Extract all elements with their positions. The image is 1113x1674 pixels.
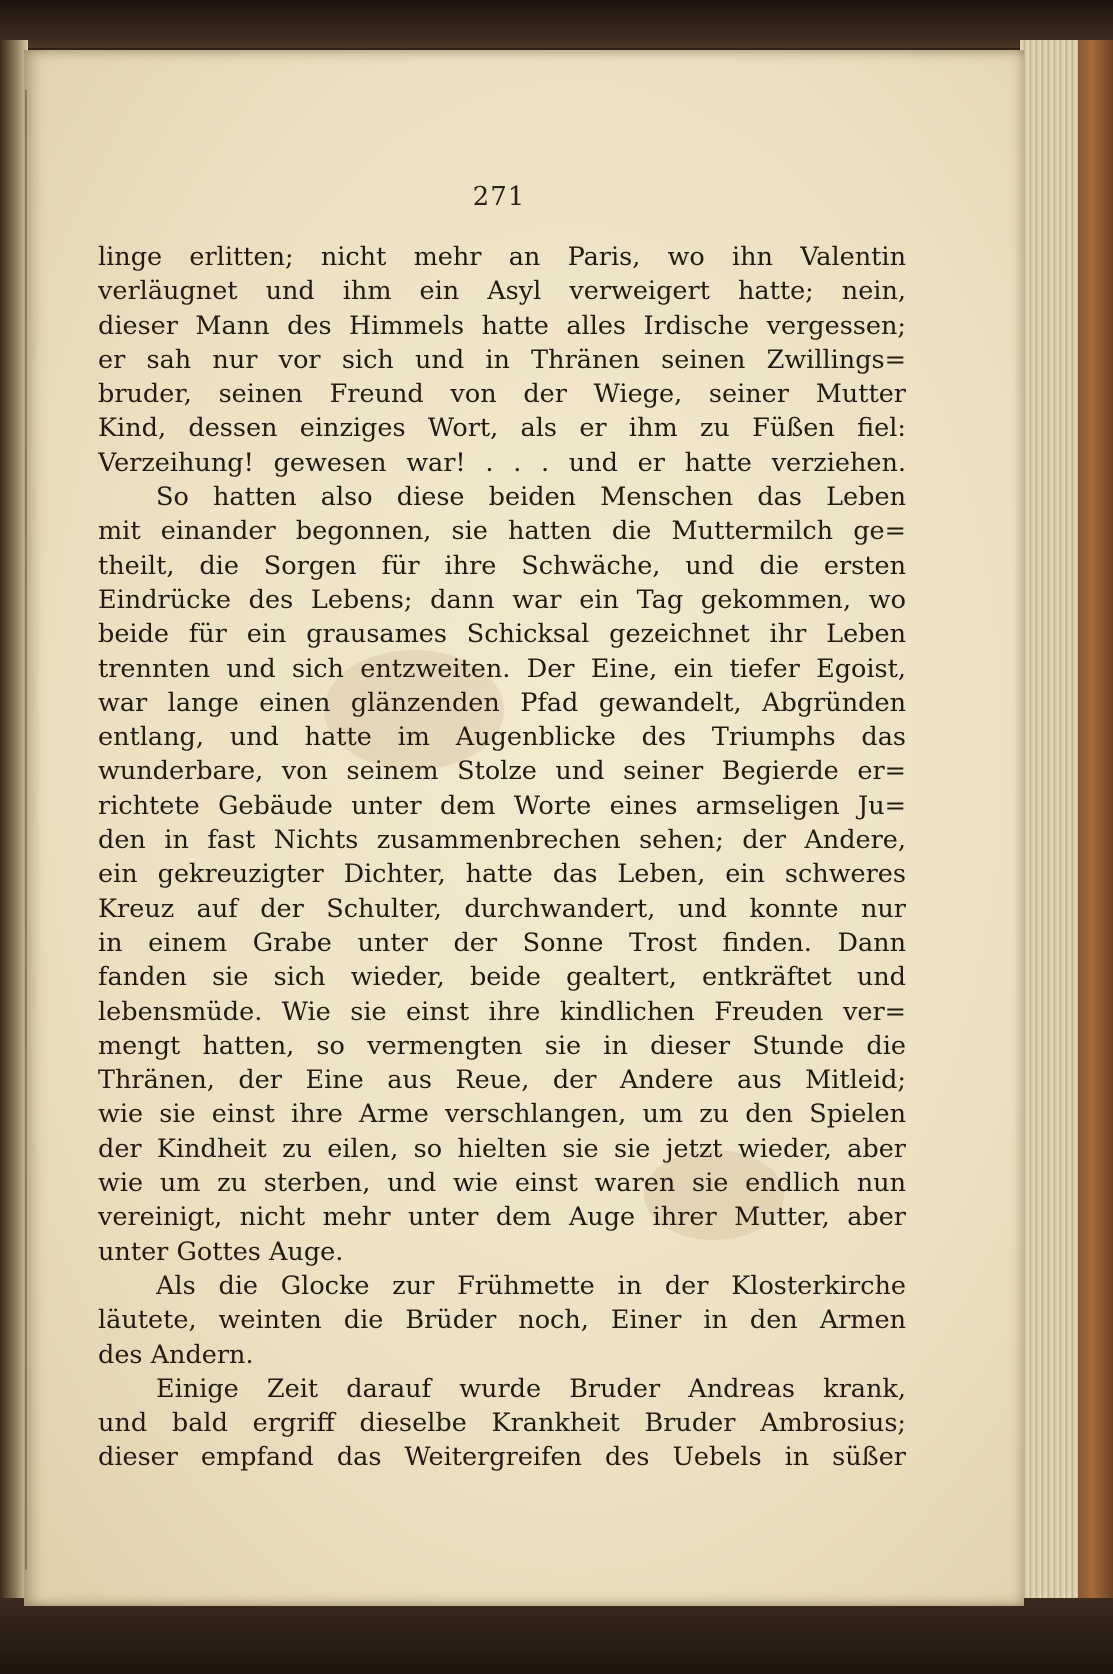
- text-line: Als die Glocke zur Frühmette in der Klosterkirche: [156, 1270, 906, 1301]
- text-line: Kind, dessen einziges Wort, als er ihm zu Füßen fiel:: [98, 413, 906, 444]
- text-line: Eindrücke des Lebens; dann war ein Tag gekommen, wo: [98, 584, 906, 615]
- text-line: dieser Mann des Himmels hatte alles Irdische vergessen;: [98, 310, 906, 341]
- text-line: und bald ergriff dieselbe Krankheit Bruder Ambrosius;: [98, 1408, 906, 1439]
- text-line: in einem Grabe unter der Sonne Trost finden. Dann: [98, 927, 906, 958]
- text-line: war lange einen glänzenden Pfad gewandelt, Abgründen: [98, 687, 906, 718]
- text-line: wie um zu sterben, und wie einst waren sie endlich nun: [98, 1168, 906, 1199]
- text-line: theilt, die Sorgen für ihre Schwäche, und die ersten: [98, 550, 906, 581]
- top-cover-band: [0, 0, 1113, 48]
- text-line: entlang, und hatte im Augenblicke des Triumphs das: [98, 722, 906, 753]
- text-line: So hatten also diese beiden Menschen das Leben: [156, 482, 906, 513]
- text-line: mengt hatten, so vermengten sie in dieser Stunde die: [98, 1030, 906, 1061]
- text-line: Verzeihung! gewesen war! . . . und er hatte verziehen.: [98, 447, 906, 478]
- text-line: Kreuz auf der Schulter, durchwandert, und konnte nur: [98, 893, 906, 924]
- text-line: lebensmüde. Wie sie einst ihre kindlichen Freuden ver=: [98, 996, 906, 1027]
- text-line: linge erlitten; nicht mehr an Paris, wo ihn Valentin: [98, 242, 906, 272]
- text-line: wunderbare, von seinem Stolze und seiner Begierde er=: [98, 756, 906, 787]
- right-cover-edge: [1078, 40, 1113, 1620]
- text-line: dieser empfand das Weitergreifen des Uebels in süßer: [98, 1442, 906, 1473]
- gutter-shadow: [25, 90, 27, 1570]
- text-line: unter Gottes Auge.: [98, 1236, 344, 1267]
- text-line: den in fast Nichts zusammenbrechen sehen; der Andere,: [98, 825, 906, 856]
- page-number: 271: [472, 182, 526, 212]
- text-line: bruder, seinen Freund von der Wiege, seiner Mutter: [98, 379, 906, 410]
- text-line: mit einander begonnen, sie hatten die Muttermilch ge=: [98, 516, 906, 547]
- text-line: der Kindheit zu eilen, so hielten sie sie jetzt wieder, aber: [98, 1133, 906, 1164]
- text-line: wie sie einst ihre Arme verschlangen, um zu den Spielen: [98, 1099, 906, 1130]
- text-line: er sah nur vor sich und in Thränen seinen Zwillings=: [98, 344, 906, 375]
- text-line: des Andern.: [98, 1339, 254, 1370]
- body-text: [98, 240, 906, 1475]
- text-line: Einige Zeit darauf wurde Bruder Andreas krank,: [156, 1373, 906, 1404]
- text-line: beide für ein grausames Schicksal gezeichnet ihr Leben: [98, 619, 906, 650]
- text-line: trennten und sich entzweiten. Der Eine, ein tiefer Egoist,: [98, 653, 906, 684]
- text-line: läutete, weinten die Brüder noch, Einer in den Armen: [98, 1305, 906, 1336]
- text-line: ein gekreuzigter Dichter, hatte das Leben, ein schweres: [98, 859, 906, 890]
- text-line: Thränen, der Eine aus Reue, der Andere aus Mitleid;: [98, 1065, 906, 1096]
- book-page: [24, 50, 1024, 1606]
- text-line: vereinigt, nicht mehr unter dem Auge ihrer Mutter, aber: [98, 1202, 906, 1233]
- text-line: verläugnet und ihm ein Asyl verweigert hatte; nein,: [98, 276, 906, 307]
- text-line: fanden sie sich wieder, beide gealtert, entkräftet und: [98, 962, 906, 993]
- bottom-cover-band: [0, 1598, 1113, 1674]
- text-line: richtete Gebäude unter dem Worte eines armseligen Ju=: [98, 790, 906, 821]
